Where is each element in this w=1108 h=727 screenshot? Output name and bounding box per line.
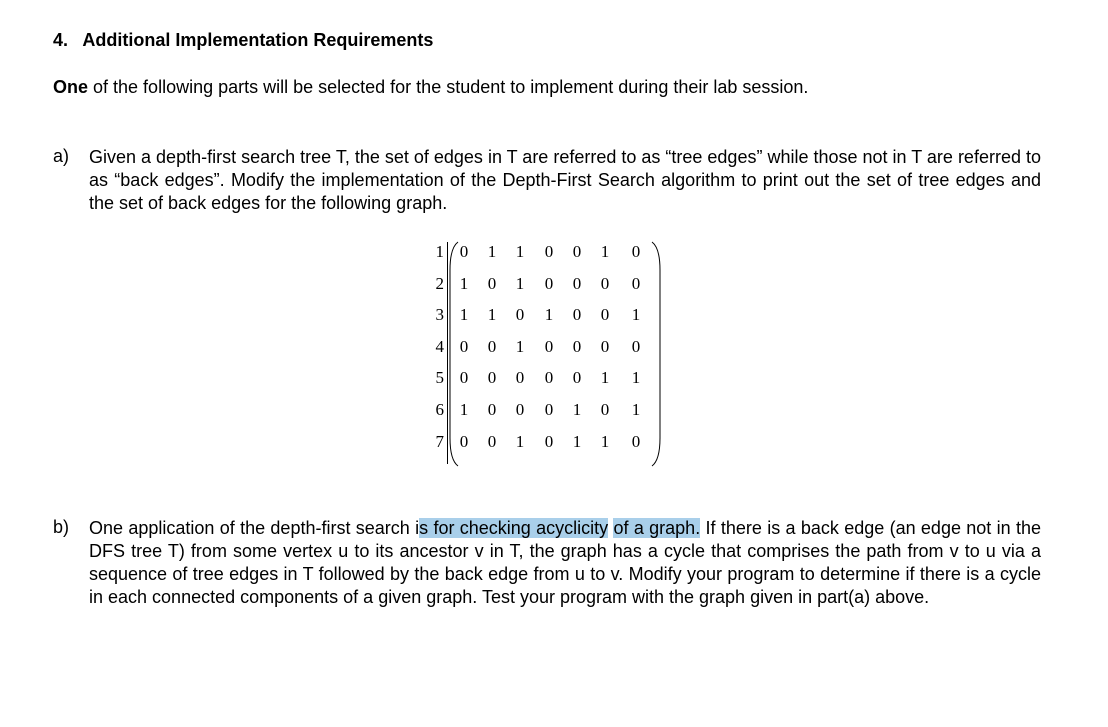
matrix-cell: 0 (631, 242, 641, 261)
part-b-text-end: If there is a back edge (an edge not in the DFS tree T) from some vertex u to its ancestor v in T, the graph has a cycle that comprises the path from v to u via a sequence of tree edges in T followed by the back edge from u to v. Modify your program to determine if there is a cycle in each connected components of a given graph. Test your program with the graph given in part(a) above. (89, 518, 1041, 607)
part-b-text (89, 517, 1041, 609)
matrix-cell: 0 (515, 368, 525, 388)
matrix-cell: 1 (515, 336, 525, 356)
matrix-row-label: 5 (435, 368, 444, 388)
matrix-cell: 0 (515, 305, 525, 325)
matrix-cell: 1 (572, 400, 582, 419)
matrix-row-label: 2 (435, 273, 444, 293)
matrix-cell: 0 (544, 368, 554, 388)
matrix-cell: 1 (459, 273, 469, 293)
matrix-cell: 1 (600, 242, 610, 261)
matrix-cell: 1 (544, 305, 554, 325)
matrix-cell: 1 (459, 305, 469, 325)
matrix-row-label: 7 (435, 431, 444, 451)
matrix-cell: 1 (631, 368, 641, 388)
adjacency-matrix (432, 240, 662, 468)
matrix-cell: 0 (600, 336, 610, 356)
matrix-cell: 0 (544, 431, 554, 451)
part-b-text-start: One application of the depth-first search i (89, 518, 420, 538)
matrix-cell: 0 (459, 242, 469, 261)
matrix-cell: 0 (487, 336, 497, 356)
matrix-cell: 1 (631, 400, 641, 419)
matrix-right-parenthesis (651, 240, 661, 468)
section-number: 4. (53, 30, 69, 50)
matrix-cell: 0 (544, 400, 554, 419)
matrix-cell: 1 (515, 431, 525, 451)
matrix-cell: 0 (459, 368, 469, 388)
matrix-cell: 0 (544, 273, 554, 293)
matrix-cell: 0 (572, 336, 582, 356)
matrix-cell: 0 (487, 400, 497, 419)
matrix-cell: 0 (572, 368, 582, 388)
matrix-cell: 0 (600, 273, 610, 293)
matrix-cell: 0 (631, 273, 641, 293)
highlighted-text-2: of a graph. (613, 518, 701, 538)
matrix-cell: 1 (600, 431, 610, 451)
highlighted-text-1: s for checking acyclicity (419, 518, 609, 538)
matrix-cell: 0 (572, 273, 582, 293)
section-heading (53, 30, 433, 51)
matrix-cell: 0 (515, 400, 525, 419)
matrix-cell: 1 (572, 431, 582, 451)
intro-bold: One (53, 77, 89, 97)
matrix-cell: 1 (515, 242, 525, 261)
matrix-row-label: 6 (435, 400, 444, 419)
part-a-marker: a) (53, 146, 70, 166)
matrix-row-label: 1 (435, 242, 444, 261)
matrix-cell: 0 (600, 305, 610, 325)
matrix-cell: 0 (487, 368, 497, 388)
matrix-row-label: 4 (435, 336, 444, 356)
matrix-cell: 0 (459, 431, 469, 451)
matrix-cell: 0 (572, 242, 582, 261)
part-a-text: Given a depth-first search tree T, the set of edges in T are referred to as “tree edges” while those not in T are referred to as “back edges”. Modify the implementation of the Depth-First Search algorithm to print out the set of tree edges and the set of back edges for the following graph. (89, 147, 1041, 213)
matrix-row-label-divider (447, 242, 448, 464)
matrix-row-label: 3 (435, 305, 444, 325)
matrix-cell: 1 (459, 400, 469, 419)
intro-paragraph (53, 77, 808, 98)
part-b-marker: b) (53, 517, 70, 537)
matrix-cell: 1 (487, 242, 497, 261)
matrix-cell: 0 (631, 431, 641, 451)
matrix-cell: 0 (487, 431, 497, 451)
matrix-cell: 0 (572, 305, 582, 325)
matrix-cell: 0 (600, 400, 610, 419)
matrix-cell: 1 (515, 273, 525, 293)
matrix-cell: 0 (544, 336, 554, 356)
matrix-cell: 0 (544, 242, 554, 261)
matrix-cell: 1 (631, 305, 641, 325)
matrix-cell: 0 (459, 336, 469, 356)
matrix-cell: 0 (487, 273, 497, 293)
matrix-cell: 1 (600, 368, 610, 388)
matrix-cell: 0 (631, 336, 641, 356)
section-title: Additional Implementation Requirements (82, 30, 434, 50)
matrix-cell: 1 (487, 305, 497, 325)
intro-text: of the following parts will be selected for the student to implement during their lab session. (88, 77, 809, 97)
